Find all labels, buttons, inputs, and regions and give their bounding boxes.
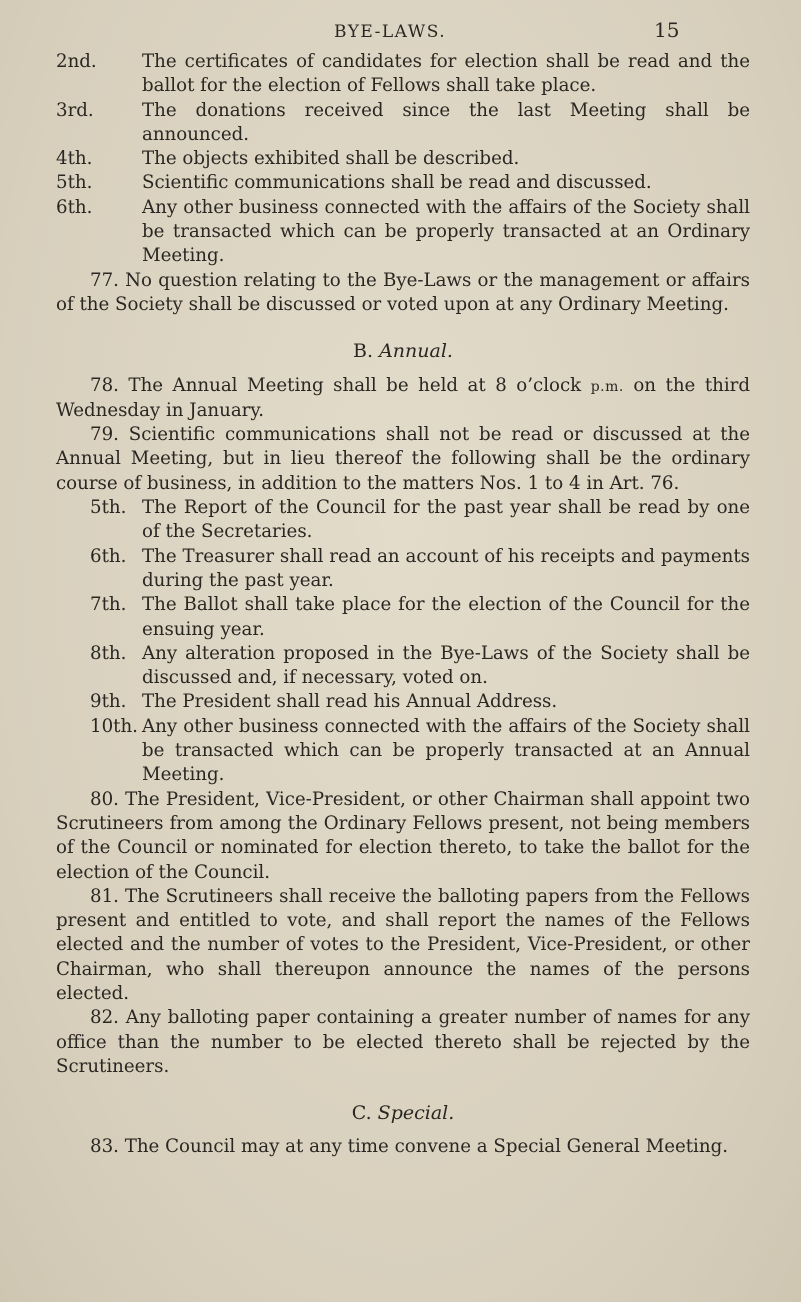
- article-79: 79. Scientific communications shall not be read or discussed at the Annual Meeting, but in lieu thereof the following shall be the ordinary course of business, in addition to the matters Nos. 1 to 4 in Art. 76.: [56, 424, 750, 494]
- item-text: Any other business connected with the affairs of the Society shall be transacted which can be properly transacted at an Ordinary Meeting.: [142, 196, 750, 267]
- article-77: 77. No question relating to the Bye-Laws or the management or affairs of the Society shall be discussed or voted upon at any Ordinary Meeting.: [56, 269, 750, 315]
- item-text: The Report of the Council for the past year shall be read by one of the Secretaries.: [142, 497, 750, 543]
- item-number: 6th.: [90, 545, 127, 567]
- article-82: 82. Any balloting paper containing a greater number of names for any office than the number to be elected thereto shall be rejected by the Scrutineers.: [56, 1007, 750, 1077]
- item-number: 9th.: [90, 691, 127, 713]
- section-title: Annual.: [379, 340, 453, 363]
- list-item: [90, 715, 750, 788]
- item-number: 5th.: [56, 172, 93, 194]
- section-letter: C.: [351, 1102, 372, 1125]
- item-number: 2nd.: [56, 51, 97, 72]
- article-78-text-start: 78. The Annual Meeting shall be held at 8 o’clock: [90, 374, 591, 396]
- list-item: [90, 690, 750, 714]
- list-item: [56, 99, 750, 148]
- list-item: [90, 593, 750, 642]
- article-83: 83. The Council may at any time convene a Special General Meeting.: [90, 1136, 728, 1158]
- item-text: The donations received since the last Meeting shall be announced.: [142, 99, 750, 145]
- list-item: [90, 496, 750, 545]
- running-head: BYE-LAWS.: [334, 22, 447, 42]
- item-number: 6th.: [56, 196, 93, 218]
- section-heading-annual: [56, 339, 750, 363]
- list-item: [56, 147, 750, 171]
- list-item: [56, 196, 750, 269]
- item-text: The objects exhibited shall be described.: [142, 148, 520, 170]
- article-78-time: p.m.: [590, 378, 624, 395]
- item-number: 3rd.: [56, 99, 94, 121]
- list-item: [90, 545, 750, 594]
- item-number: 10th.: [90, 715, 138, 737]
- item-text: The President shall read his Annual Address.: [142, 691, 558, 713]
- article-78: [56, 374, 750, 424]
- item-text: Any alteration proposed in the Bye-Laws of the Society shall be discussed and, if necessary, voted on.: [142, 642, 750, 689]
- page-body: [56, 50, 750, 1160]
- item-number: 8th.: [90, 642, 127, 664]
- list-item: [56, 171, 750, 195]
- annual-business-list: [56, 496, 750, 788]
- item-number: 7th.: [90, 594, 127, 616]
- list-item: [56, 50, 750, 99]
- item-text: Any other business connected with the affairs of the Society shall be transacted which can be properly transacted at an Annual Meeting.: [142, 715, 750, 786]
- item-text: The Treasurer shall read an account of his receipts and payments during the past year.: [142, 545, 750, 591]
- article-78-text-end: on the third Wednesday in January.: [56, 374, 751, 421]
- item-text: The certificates of candidates for election shall be read and the ballot for the election of Fellows shall take place.: [142, 51, 750, 97]
- section-heading-special: [56, 1101, 750, 1125]
- list-item: [90, 642, 750, 691]
- article-80: 80. The President, Vice-President, or other Chairman shall appoint two Scrutineers from among the Ordinary Fellows present, not being members of the Council or nominated for election thereto, to take the ballot for the election of the Council.: [56, 788, 750, 883]
- section-title: Special.: [377, 1102, 455, 1125]
- item-number: 5th.: [90, 497, 127, 519]
- article-81: 81. The Scrutineers shall receive the balloting papers from the Fellows present and entitled to vote, and shall report the names of the Fellows elected and the number of votes to the President, Vice-President, or other Chairman, who shall thereupon announce the names of the persons elected.: [56, 885, 750, 1004]
- page-number: 15: [654, 18, 680, 42]
- item-text: The Ballot shall take place for the election of the Council for the ensuing year.: [142, 594, 750, 640]
- item-number: 4th.: [56, 148, 93, 170]
- item-text: Scientific communications shall be read and discussed.: [142, 172, 652, 194]
- page-header: [0, 20, 801, 48]
- section-letter: B.: [353, 340, 374, 363]
